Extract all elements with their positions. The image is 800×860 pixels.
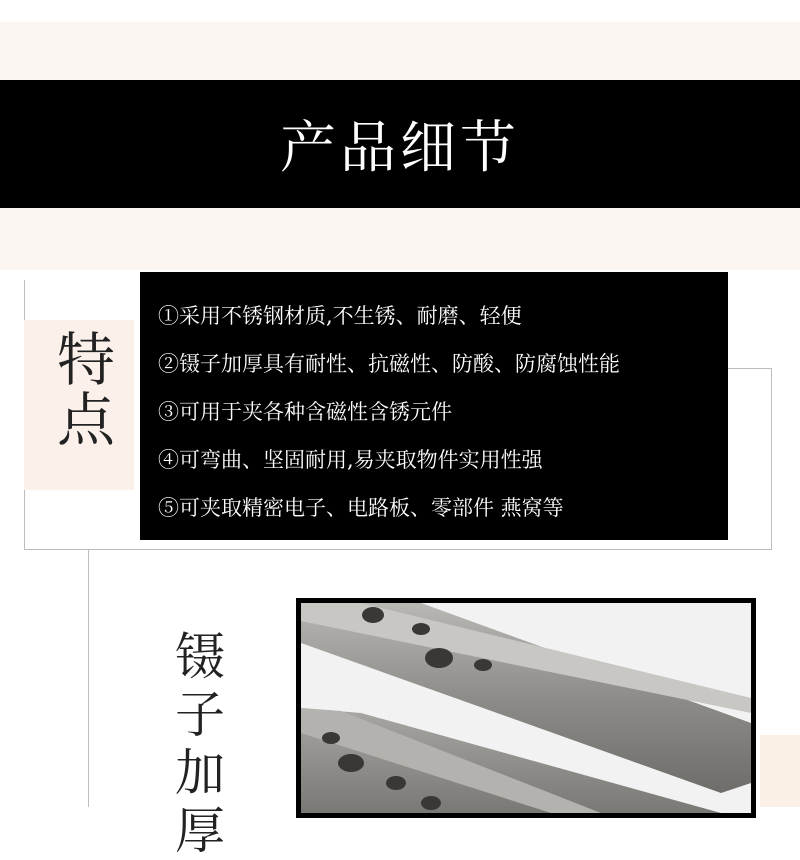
frame-right-line — [771, 368, 772, 550]
detail-left-line — [88, 549, 89, 807]
feature-item: ②镊子加厚具有耐性、抗磁性、防酸、防腐蚀性能 — [158, 352, 620, 376]
feature-item: ①采用不锈钢材质,不生锈、耐磨、轻便 — [158, 304, 522, 328]
feature-item: ④可弯曲、坚固耐用,易夹取物件实用性强 — [158, 448, 543, 472]
features-side-label: 特点 — [56, 326, 115, 454]
feature-item: ③可用于夹各种含磁性含锈元件 — [158, 400, 452, 424]
right-cream-strip — [760, 735, 800, 807]
frame-bottom-line — [24, 549, 772, 550]
title-banner — [0, 80, 800, 208]
top-cream-band — [0, 22, 800, 80]
page-title: 产品细节 — [280, 116, 520, 181]
tweezers-photo — [296, 598, 756, 818]
detail-side-label: 镊子加厚 — [175, 628, 225, 860]
features-box — [140, 272, 728, 540]
feature-item: ⑤可夹取精密电子、电路板、零部件 燕窝等 — [158, 496, 564, 520]
tweezers-illustration — [301, 603, 751, 813]
cream-band — [0, 208, 800, 270]
frame-top-right-line — [728, 368, 772, 369]
